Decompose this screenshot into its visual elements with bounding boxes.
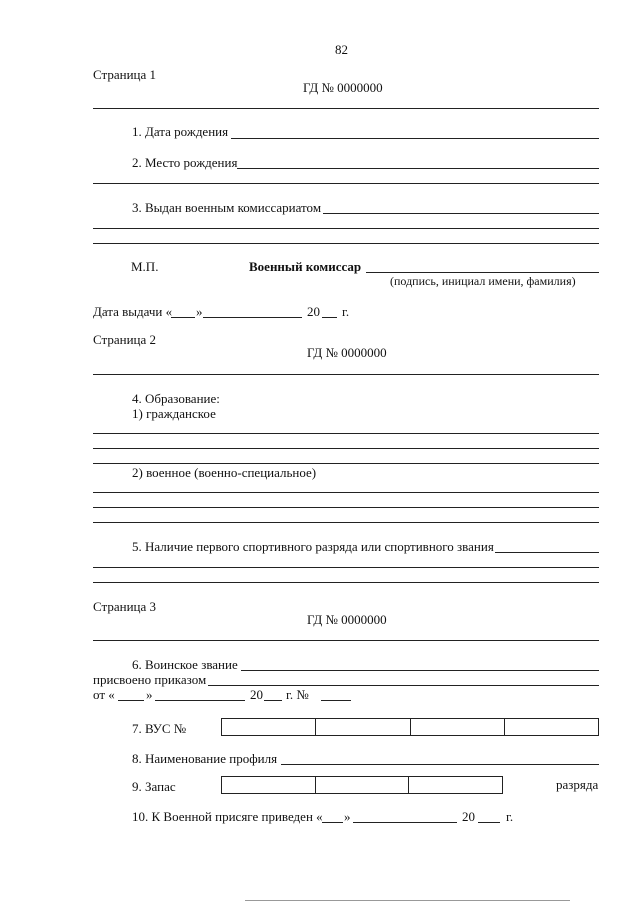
profile-name-label: 8. Наименование профиля bbox=[132, 751, 278, 766]
issued-by-field-line2[interactable] bbox=[93, 228, 599, 229]
military-education-line2[interactable] bbox=[93, 507, 599, 508]
vus-cell[interactable] bbox=[222, 719, 316, 735]
birth-place-label: 2. Место рождения bbox=[132, 155, 238, 170]
order-from-prefix: от « bbox=[93, 687, 115, 702]
birth-date-field[interactable] bbox=[231, 138, 599, 139]
issued-by-label: 3. Выдан военным комиссариатом bbox=[132, 200, 322, 215]
issue-year-suffix: г. bbox=[342, 304, 350, 319]
issue-date-prefix: Дата выдачи « bbox=[93, 304, 173, 319]
page1-doc-number: ГД № 0000000 bbox=[303, 80, 383, 95]
page2-header-rule bbox=[93, 374, 599, 375]
civil-education-line2[interactable] bbox=[93, 448, 599, 449]
issued-by-field-line3[interactable] bbox=[93, 243, 599, 244]
vus-cell[interactable] bbox=[316, 719, 410, 735]
military-education-line1[interactable] bbox=[93, 492, 599, 493]
reserve-cell[interactable] bbox=[222, 777, 316, 793]
issue-month-field[interactable] bbox=[203, 317, 302, 318]
issue-day-field[interactable] bbox=[171, 317, 195, 318]
issue-date-mid: » bbox=[196, 304, 203, 319]
order-day-field[interactable] bbox=[118, 700, 144, 701]
vus-cell[interactable] bbox=[411, 719, 505, 735]
military-education-line3[interactable] bbox=[93, 522, 599, 523]
page3-section-label: Страница 3 bbox=[93, 599, 157, 614]
vus-label: 7. ВУС № bbox=[132, 721, 187, 736]
page3-doc-number: ГД № 0000000 bbox=[307, 612, 387, 627]
page3-header-rule bbox=[93, 640, 599, 641]
stamp-label: М.П. bbox=[131, 259, 159, 274]
oath-year-suffix: г. bbox=[506, 809, 514, 824]
commissar-signature-field[interactable] bbox=[366, 272, 599, 273]
page1-header-rule bbox=[93, 108, 599, 109]
page-number: 82 bbox=[335, 42, 348, 57]
order-month-field[interactable] bbox=[155, 700, 245, 701]
rank-suffix: разряда bbox=[556, 777, 599, 792]
page-bottom-rule bbox=[245, 900, 570, 901]
sports-rank-line3[interactable] bbox=[93, 582, 599, 583]
oath-year-field[interactable] bbox=[478, 822, 500, 823]
reserve-cell[interactable] bbox=[409, 777, 502, 793]
issued-by-field[interactable] bbox=[323, 213, 599, 214]
order-year-field[interactable] bbox=[264, 700, 282, 701]
signature-hint: (подпись, инициал имени, фамилия) bbox=[390, 274, 576, 288]
commissar-label: Военный комиссар bbox=[249, 259, 362, 274]
reserve-cells[interactable] bbox=[221, 776, 503, 794]
vus-cells[interactable] bbox=[221, 718, 599, 736]
reserve-label: 9. Запас bbox=[132, 779, 176, 794]
birth-place-field-line2[interactable] bbox=[93, 183, 599, 184]
page2-section-label: Страница 2 bbox=[93, 332, 157, 347]
civil-education-line1[interactable] bbox=[93, 433, 599, 434]
sports-rank-line2[interactable] bbox=[93, 567, 599, 568]
order-number-field[interactable] bbox=[321, 700, 351, 701]
oath-month-field[interactable] bbox=[353, 822, 457, 823]
sports-rank-label: 5. Наличие первого спортивного разряда или спортивного звания bbox=[132, 539, 494, 554]
military-rank-field[interactable] bbox=[241, 670, 599, 671]
civil-education-label: 1) гражданское bbox=[132, 406, 216, 421]
oath-label: 10. К Военной присяге приведен « bbox=[132, 809, 323, 824]
reserve-cell[interactable] bbox=[316, 777, 410, 793]
issue-year: 20 bbox=[307, 304, 320, 319]
profile-name-field[interactable] bbox=[281, 764, 599, 765]
assigned-by-order-label: присвоено приказом bbox=[93, 672, 207, 687]
military-rank-label: 6. Воинское звание bbox=[132, 657, 238, 672]
oath-mid: » bbox=[344, 809, 351, 824]
page1-section-label: Страница 1 bbox=[93, 67, 157, 82]
oath-day-field[interactable] bbox=[322, 822, 343, 823]
order-from-mid: » bbox=[146, 687, 153, 702]
issue-year-field[interactable] bbox=[322, 317, 337, 318]
vus-cell[interactable] bbox=[505, 719, 598, 735]
civil-education-line3[interactable] bbox=[93, 463, 599, 464]
sports-rank-field[interactable] bbox=[495, 552, 599, 553]
page2-doc-number: ГД № 0000000 bbox=[307, 345, 387, 360]
birth-date-label: 1. Дата рождения bbox=[132, 124, 229, 139]
assigned-order-field[interactable] bbox=[208, 685, 599, 686]
military-education-label: 2) военное (военно-специальное) bbox=[132, 465, 317, 480]
birth-place-field[interactable] bbox=[237, 168, 599, 169]
education-label: 4. Образование: bbox=[132, 391, 220, 406]
order-year: 20 bbox=[250, 687, 263, 702]
oath-year: 20 bbox=[462, 809, 475, 824]
order-number-suffix: г. № bbox=[286, 687, 309, 702]
